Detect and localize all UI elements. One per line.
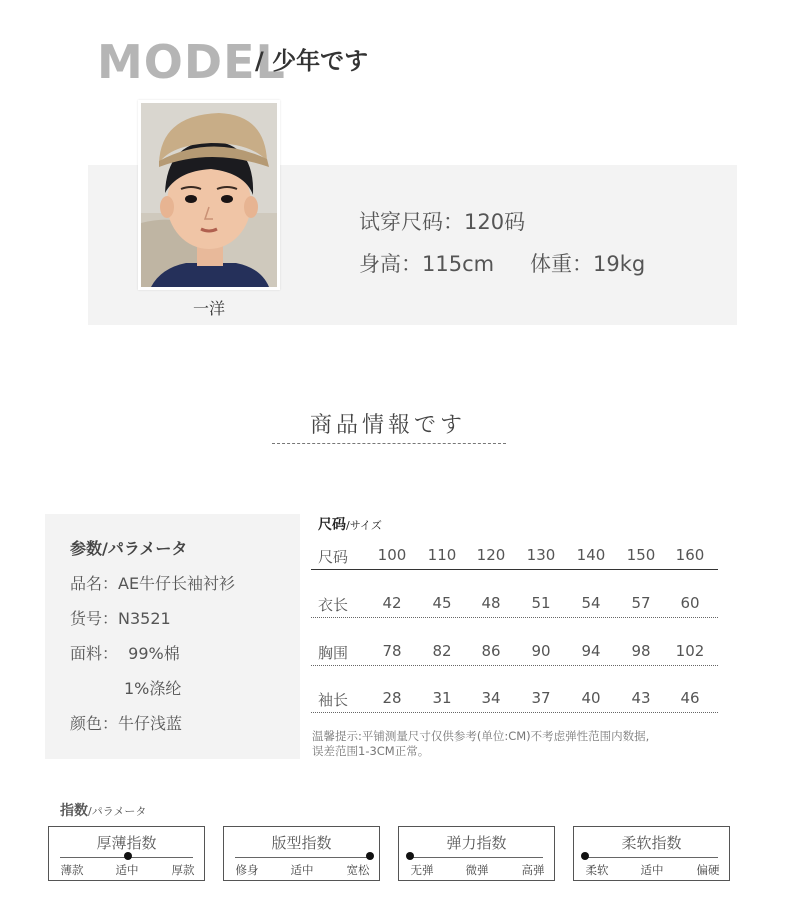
size-note: 温馨提示:平铺测量尺寸仅供参考(单位:CM)不考虑弹性范围内数据, 误差范围1-3CM正常。	[312, 729, 650, 758]
size-table-title: 尺码/サイズ	[318, 517, 382, 533]
size-cell: 34	[481, 689, 501, 707]
size-cell: 94	[581, 642, 601, 660]
index-option: 高弹	[521, 863, 545, 877]
index-option: 无弹	[410, 863, 434, 877]
index-label: 版型指数	[271, 834, 332, 852]
size-row-rule	[311, 712, 718, 713]
size-header-130: 130	[526, 546, 556, 564]
size-cell: 46	[680, 689, 700, 707]
param-fabric-secondary: 1%涤纶	[124, 679, 182, 698]
trial-size: 试穿尺码：120码	[359, 210, 526, 234]
size-cell: 102	[675, 642, 705, 660]
size-cell: 98	[631, 642, 651, 660]
param-product-name: 品名：AE牛仔长袖衬衫	[70, 574, 236, 593]
size-cell: 31	[432, 689, 452, 707]
index-level-dot	[124, 852, 132, 860]
index-box	[223, 826, 380, 881]
size-cell: 45	[432, 594, 452, 612]
index-label: 柔软指数	[621, 834, 682, 852]
index-scale-line	[585, 857, 718, 858]
index-option: 微弹	[465, 863, 489, 877]
size-header-140: 140	[576, 546, 606, 564]
index-option: 宽松	[346, 863, 370, 877]
size-row-label: 衣长	[318, 596, 349, 614]
size-row-label: 袖长	[318, 691, 349, 709]
size-header-100: 100	[377, 546, 407, 564]
size-cell: 60	[680, 594, 700, 612]
index-scale-line	[235, 857, 368, 858]
index-box	[48, 826, 205, 881]
indices-title: 指数/パラメータ	[60, 803, 147, 819]
size-cell: 78	[382, 642, 402, 660]
index-option: 厚款	[171, 863, 195, 877]
size-header-label: 尺码	[318, 548, 349, 566]
size-cell: 86	[481, 642, 501, 660]
index-option: 偏硬	[696, 863, 720, 877]
size-cell: 40	[581, 689, 601, 707]
size-cell: 82	[432, 642, 452, 660]
size-cell: 51	[531, 594, 551, 612]
size-cell: 28	[382, 689, 402, 707]
size-cell: 57	[631, 594, 651, 612]
model-photo	[141, 103, 277, 287]
model-subheading: / 少年です	[255, 47, 369, 75]
size-cell: 43	[631, 689, 651, 707]
index-option: 修身	[235, 863, 259, 877]
model-heading: MODEL	[97, 35, 286, 89]
model-name: 一洋	[192, 299, 225, 318]
index-option: 薄款	[60, 863, 84, 877]
size-header-160: 160	[675, 546, 705, 564]
index-option: 适中	[640, 863, 664, 877]
index-option: 适中	[290, 863, 314, 877]
size-cell: 54	[581, 594, 601, 612]
index-box	[573, 826, 730, 881]
size-header-150: 150	[626, 546, 656, 564]
index-option: 柔软	[585, 863, 609, 877]
index-label: 厚薄指数	[96, 834, 157, 852]
index-level-dot	[406, 852, 414, 860]
size-cell: 42	[382, 594, 402, 612]
size-cell: 48	[481, 594, 501, 612]
product-info-title: 商品情報です	[309, 413, 466, 438]
param-fabric: 面料： 99%棉	[70, 644, 180, 663]
size-row-rule	[311, 617, 718, 618]
index-scale-line	[410, 857, 543, 858]
index-option: 适中	[115, 863, 139, 877]
model-height: 身高：115cm	[359, 252, 495, 276]
parameters-title: 参数/パラメータ	[70, 539, 188, 558]
size-cell: 90	[531, 642, 551, 660]
index-label: 弹力指数	[446, 834, 507, 852]
size-header-110: 110	[427, 546, 457, 564]
param-item-number: 货号：N3521	[70, 609, 171, 628]
product-info-divider	[272, 443, 506, 444]
model-weight: 体重：19kg	[530, 252, 646, 276]
index-level-dot	[366, 852, 374, 860]
size-row-label: 胸围	[318, 644, 349, 662]
param-color: 颜色：牛仔浅蓝	[70, 714, 183, 733]
index-level-dot	[581, 852, 589, 860]
size-header-120: 120	[476, 546, 506, 564]
size-cell: 37	[531, 689, 551, 707]
size-header-rule	[311, 569, 718, 570]
index-box	[398, 826, 555, 881]
size-row-rule	[311, 665, 718, 666]
